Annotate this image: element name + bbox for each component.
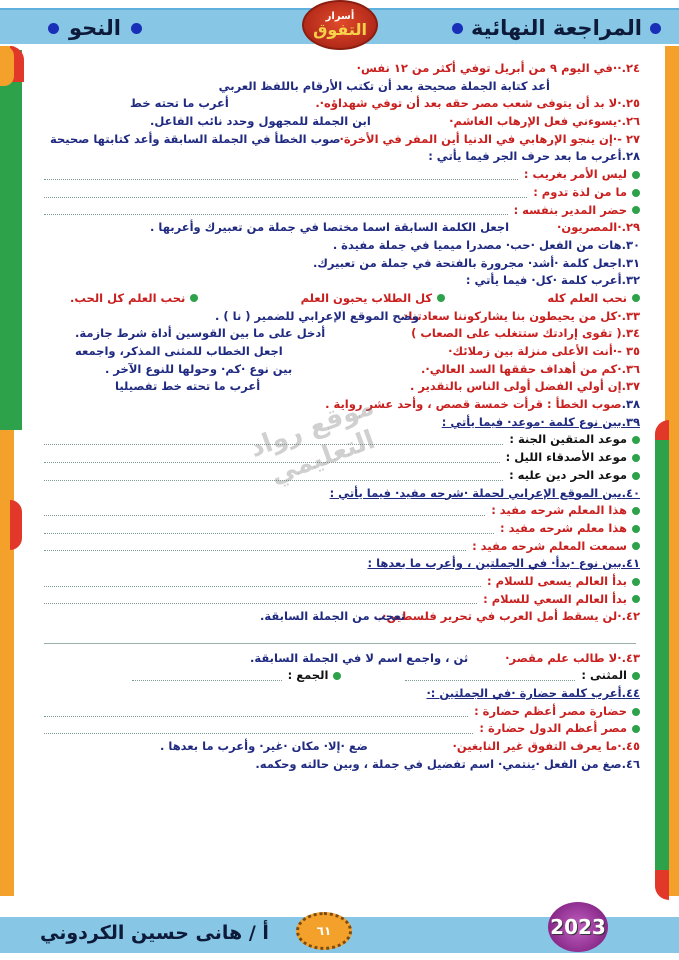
question-28 [40, 148, 640, 166]
question-31 [40, 255, 640, 273]
question-instruction: أعرب ما تحته خط تفصيليا [115, 379, 261, 394]
question-text: ·ما يعرف التفوق غير النابغين· [452, 739, 622, 754]
question-36 [40, 361, 640, 379]
bullet-text: هذا معلم شرحه مفيد : [500, 520, 627, 535]
bullet-item [70, 290, 198, 308]
green-bullet-icon [632, 189, 640, 197]
question-text: هات من الفعل ·حب· مصدرا ميميا في جملة مفيدة . [332, 237, 622, 252]
bullet-text: نحب العلم كله [547, 290, 627, 305]
watermark-text: موقع رواد التعليمي [245, 391, 380, 491]
question-34 [40, 325, 640, 343]
question-46 [40, 756, 640, 774]
bullet-dot-icon [452, 23, 463, 34]
question-number: ٢٨. [621, 149, 640, 164]
question-instruction: وضح الموقع الإعرابي للضمير ( نا ) . [215, 308, 419, 323]
question-24 [40, 60, 640, 78]
question-35 [40, 343, 640, 361]
answer-line[interactable] [132, 671, 282, 681]
question-instruction: ابن الجملة للمجهول وحدد نائب الفاعل. [150, 114, 371, 129]
green-bullet-icon [632, 294, 640, 302]
question-27 [40, 131, 640, 149]
green-bullet-icon [632, 206, 640, 214]
green-bullet-icon [632, 542, 640, 550]
green-bullet-icon [190, 294, 198, 302]
question-instruction: بين نوع ·كم· وحولها للنوع الآخر . [105, 361, 293, 376]
bullet-item [40, 538, 640, 556]
bullet-text: بدأ العالم يسعى للسلام : [487, 573, 627, 588]
question-number: ٢٧ - [617, 131, 640, 146]
green-bullet-icon [632, 578, 640, 586]
side-cap-right-red-lower [655, 870, 669, 900]
answer-line[interactable] [44, 453, 500, 463]
question-number: ٤٢. [621, 609, 640, 624]
green-bullet-icon [632, 595, 640, 603]
answer-line[interactable] [44, 435, 503, 445]
green-bullet-icon [437, 294, 445, 302]
green-bullet-icon [632, 708, 640, 716]
question-text: بين نوع ·بدأ· في الجملتين ، وأعرب ما بعدها : [367, 556, 622, 571]
answer-line[interactable] [44, 471, 503, 481]
question-number: ٣٦. [621, 361, 640, 376]
question-number: ٣٨. [621, 397, 640, 412]
side-stripe-left-green [0, 50, 22, 430]
bullet-dot-icon [48, 23, 59, 34]
bullet-text: موعد المتقين الجنة : [509, 432, 627, 447]
worksheet-content [40, 60, 640, 890]
question-text: صغ من الفعل ·ينتمي· اسم تفضيل في جملة ، وبين حالته وحكمه. [255, 756, 622, 771]
question-text: ·لا بد أن يتوفى شعب مصر حقه بعد أن توفي شهداؤه·. [315, 96, 622, 111]
question-instruction: اجعل الكلمة السابقة اسما مختصا في جملة من تعبيرك وأعربها . [150, 220, 510, 235]
question-25 [40, 95, 640, 113]
bullet-dot-icon [650, 23, 661, 34]
question-29 [40, 219, 640, 237]
side-cap-left-orange [0, 46, 14, 86]
question-number: ٢٦. [621, 114, 640, 129]
question-text: ·لن يسقط أمل العرب في تحرير فلسطين·. [377, 609, 622, 624]
side-stripe-right-green [655, 440, 669, 880]
bullet-text: حضارة مصر أعظم حضارة : [474, 703, 627, 718]
question-text: ··في اليوم ٩ من أبريل توفي أكثر من ١٢ نفس· [356, 61, 622, 75]
answer-line[interactable] [44, 524, 494, 534]
question-number: ٢٥. [621, 96, 640, 111]
bullet-text: بدأ العالم السعي للسلام : [483, 591, 627, 606]
answer-line[interactable] [44, 626, 636, 644]
bullet-text: موعد الحر دين عليه : [509, 467, 627, 482]
question-instruction: أعد كتابة الجملة صحيحة بعد أن تكتب الأرقام باللفظ العربي [218, 78, 550, 93]
bullet-item [40, 166, 640, 184]
bullet-item [40, 720, 640, 738]
subject-title: النحو [69, 16, 121, 40]
question-42 [40, 608, 640, 626]
green-bullet-icon [632, 454, 640, 462]
plural-label: الجمع : [287, 668, 329, 683]
bullet-item [40, 502, 640, 520]
answer-line[interactable] [44, 205, 508, 215]
answer-line[interactable] [44, 577, 481, 587]
question-text: أعرب ما بعد حرف الجر فيما يأتي : [428, 149, 622, 164]
question-instruction: ضع ·إلا· مكان ·غير· وأعرب ما بعدها . [160, 739, 368, 754]
question-32 [40, 272, 640, 290]
dual-label: المثنى : [581, 668, 627, 683]
question-43-pair [40, 667, 640, 685]
bullet-item [40, 467, 640, 485]
bullet-item [40, 202, 640, 220]
question-text: ·كم من أهداف حققها السد العالي·. [421, 361, 622, 376]
bullet-text: هذا المعلم شرحه مفيد : [491, 503, 627, 518]
question-text: ·أنت الأعلى منزلة بين زملائك· [448, 344, 618, 358]
question-number: ٣٤. [621, 326, 640, 341]
question-text: اجعل كلمة ·أشد· مجرورة بالفتحة في جملة من تعبيرك. [312, 255, 622, 270]
year-badge [548, 902, 608, 952]
bullet-text: ليس الأمر بغريب : [523, 167, 627, 182]
question-number: ٢٤. [621, 61, 640, 75]
question-number: ٤١. [621, 556, 640, 571]
question-44 [40, 685, 640, 703]
green-bullet-icon [632, 171, 640, 179]
logo-line2: التفوق [313, 20, 367, 39]
brand-logo [302, 0, 378, 50]
question-26 [40, 113, 640, 131]
bullet-text: حضر المدير بنفسه : [513, 202, 627, 217]
question-text: إن أولي الفضل أولى الناس بالتقدير . [410, 379, 622, 394]
bullet-item [40, 573, 640, 591]
bullet-text: مصر أعظم الدول حضارة : [479, 721, 627, 736]
bullet-item [40, 703, 640, 721]
bullet-item [547, 290, 640, 308]
question-41 [40, 555, 640, 573]
question-instruction: أعرب ما تحته خط [130, 96, 229, 111]
page-number-badge [296, 912, 352, 950]
question-38 [40, 396, 640, 414]
question-text: أعرب كلمة ·كل· فيما يأتي : [465, 273, 622, 288]
question-instruction: أدخل على ما بين القوسين أداة شرط جازمة. [75, 326, 326, 341]
author-name: أ / هانى حسين الكردوني [40, 922, 269, 944]
bullet-text: كل الطلاب يحبون العلم [300, 290, 433, 305]
question-text: ·يسوءني فعل الإرهاب الغاشم· [449, 114, 622, 129]
plural-item [288, 667, 342, 685]
question-number: ٣٥ - [617, 344, 640, 358]
question-number: ٤٥. [621, 739, 640, 754]
bullet-text: ما من لذة تدوم : [533, 184, 627, 199]
question-number: ٣٢. [621, 273, 640, 288]
bullet-item [40, 591, 640, 609]
question-number: ٤٦. [621, 756, 640, 771]
bullet-item [40, 431, 640, 449]
bullet-text: موعد الأصدقاء الليل : [505, 450, 627, 465]
green-bullet-icon [333, 672, 341, 680]
question-text: ·المصريون· [557, 220, 622, 235]
question-instruction: تعجب من الجملة السابقة. [260, 609, 405, 624]
bullet-text: سمعت المعلم شرحه مفيد : [472, 538, 627, 553]
green-bullet-icon [632, 507, 640, 515]
green-bullet-icon [632, 472, 640, 480]
green-bullet-icon [632, 725, 640, 733]
question-30 [40, 237, 640, 255]
answer-line[interactable] [44, 506, 485, 516]
question-number: ٣٣. [621, 308, 640, 323]
bullet-item [40, 449, 640, 467]
question-text: صوب الخطأ : قرأت خمسة قصص ، وأحد عشر رواية . [325, 397, 622, 412]
answer-line[interactable] [44, 724, 473, 734]
answer-line[interactable] [44, 188, 527, 198]
question-text: ·كل من يحيطون بنا يشاركوننا سعادتنا·. [399, 308, 622, 323]
green-bullet-icon [632, 525, 640, 533]
answer-line[interactable] [44, 170, 518, 180]
side-cap-left-red-lower [10, 500, 22, 550]
green-bullet-icon [632, 436, 640, 444]
question-number: ٣٠. [621, 237, 640, 252]
review-title: المراجعة النهائية [470, 16, 642, 40]
question-number: ٣٩. [621, 414, 640, 429]
question-40 [40, 485, 640, 503]
question-33 [40, 308, 640, 326]
bullet-item [40, 184, 640, 202]
question-number: ٤٠. [621, 485, 640, 500]
question-43 [40, 650, 640, 668]
bullet-dot-icon [131, 23, 142, 34]
question-text: أعرب كلمة حضارة ·في الجملتين :· [426, 686, 622, 701]
question-39 [40, 414, 640, 432]
bullet-item [40, 520, 640, 538]
question-24-instruction [40, 78, 640, 96]
question-instruction: صوب الخطأ في الجملة السابقة وأعد كتابتها صحيحة [50, 131, 341, 146]
question-text: ·إن ينجو الإرهابي في الدنيا أين المفر في الأخرة· [339, 131, 618, 146]
header-title-left [48, 13, 142, 43]
answer-line[interactable] [44, 541, 466, 551]
question-37 [40, 378, 640, 396]
bullet-item [301, 290, 446, 308]
question-number: ٣١. [621, 255, 640, 270]
answer-line[interactable] [44, 594, 477, 604]
logo-line1: أسرار [325, 11, 355, 22]
answer-line[interactable] [405, 671, 575, 681]
question-32-bullets [40, 290, 640, 308]
question-instruction: اجعل الخطاب للمثنى المذكر، واجمعه [75, 344, 283, 358]
question-45 [40, 738, 640, 756]
question-text: بين الموقع الإعرابي لجملة ·شرحه مفيد· فيما يأتي : [329, 485, 622, 500]
green-bullet-icon [632, 672, 640, 680]
question-number: ٢٩. [621, 220, 640, 235]
question-number: ٣٧. [621, 379, 640, 394]
bullet-text: نحب العلم كل الحب. [70, 290, 186, 305]
question-text: ·لا طالب علم مقصر· [505, 650, 622, 665]
answer-line[interactable] [44, 707, 468, 717]
question-number: ٤٤. [621, 686, 640, 701]
header-title-right [452, 13, 661, 43]
year-text: 2023 [550, 915, 606, 939]
question-number: ٤٣. [621, 650, 640, 665]
question-text: ( تقوى إرادتك ستتغلب على الصعاب ) [411, 326, 622, 341]
question-instruction: ثن ، واجمع اسم لا في الجملة السابقة. [250, 650, 469, 665]
page-number: ٦١ [316, 924, 332, 938]
question-text: بين نوع كلمة ·موعد· فيما يأتي : [441, 414, 622, 429]
